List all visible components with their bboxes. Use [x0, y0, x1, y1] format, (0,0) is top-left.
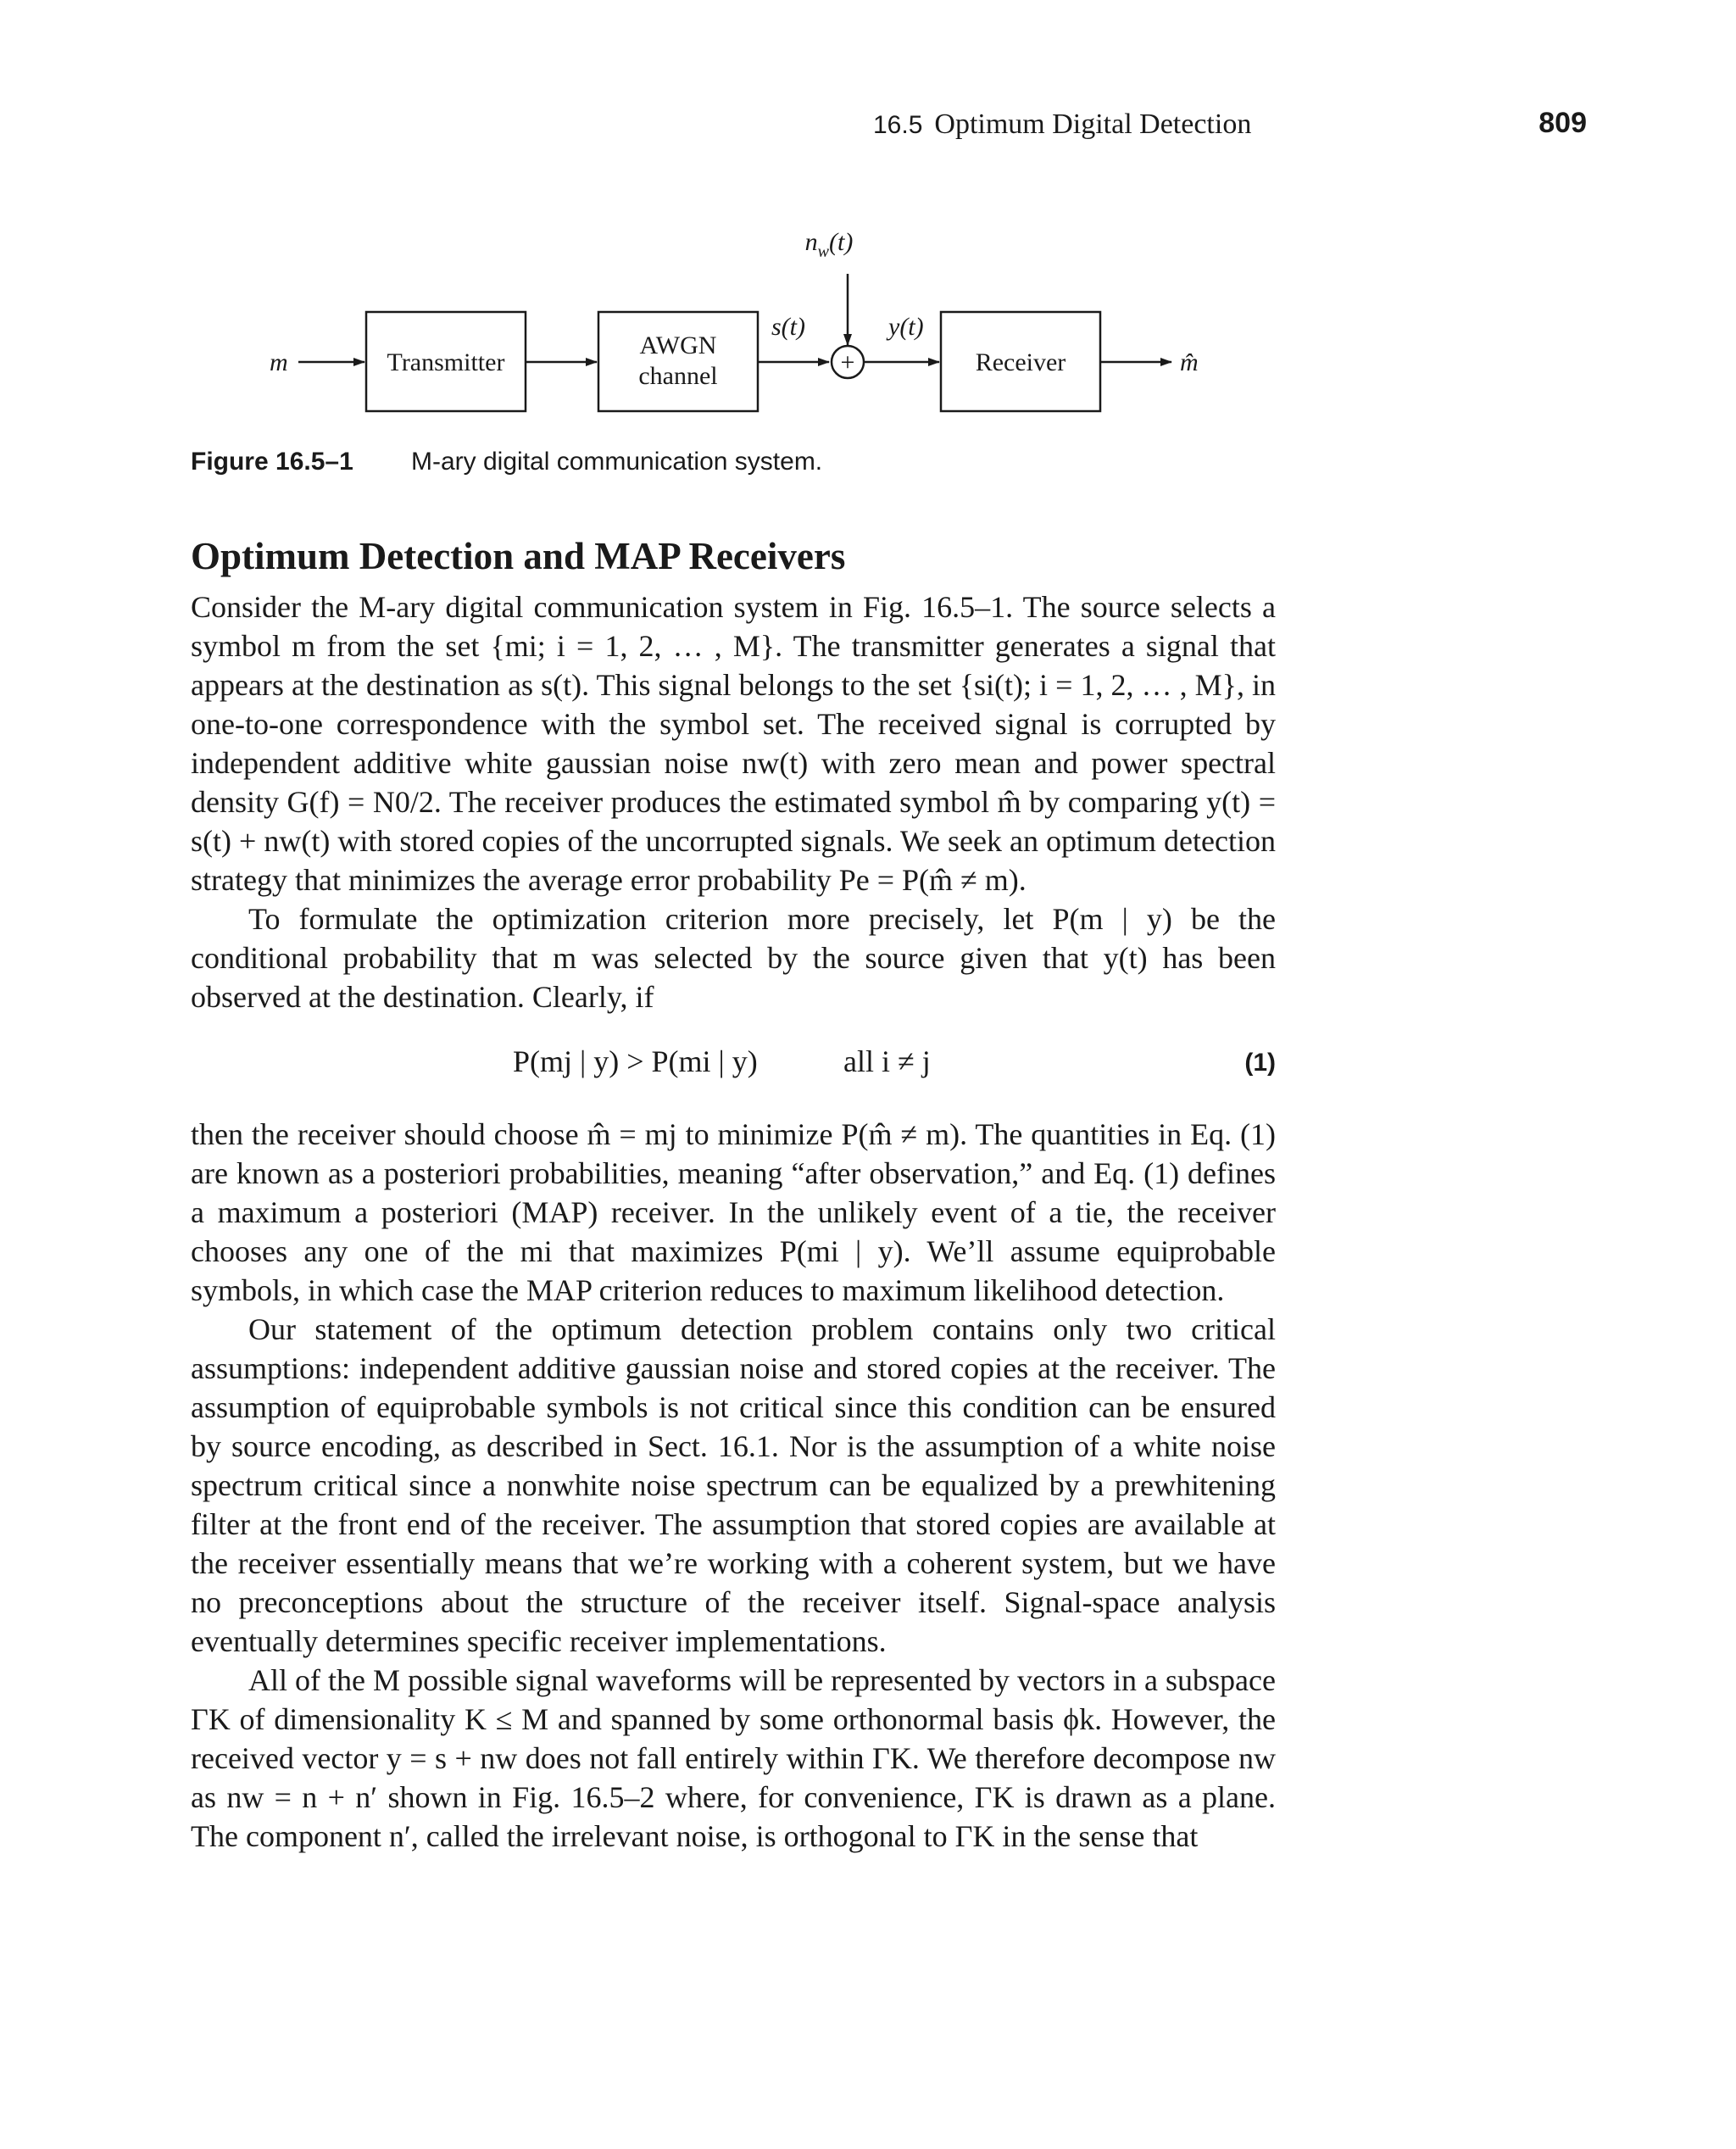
- transmitter-label: Transmitter: [387, 348, 505, 376]
- receiver-label: Receiver: [975, 348, 1066, 376]
- paragraph-4: Our statement of the optimum detection problem contains only two critical assumptions: independent additive gaussian noise and stored copies at the receiver. The assumption of equiprobable symbols is not critical since this condition can be ensured by source encoding, as described in Sect. 16.1. Nor is the assumption of a white noise spectrum critical since a nonwhite noise spectrum can be equalized by a prewhitening filter at the front end of the receiver. The assumption that stored copies are available at the receiver essentially means that we’re working with a coherent system, but we have no preconceptions about the structure of the receiver itself. Signal-space analysis eventually determines specific receiver implementations.: [191, 1312, 1276, 1658]
- summer-symbol: +: [840, 348, 855, 376]
- paragraph-1: Consider the M-ary digital communication system in Fig. 16.5–1. The source selects a symbol m from the set {mi; i = 1, 2, … , M}. The transmitter generates a signal that appears at the destination as s(t). This signal belongs to the set {si(t); i = 1, 2, … , M}, in one-to-one correspondence with the symbol set. The received signal is corrupted by independent additive white gaussian noise nw(t) with zero mean and power spectral density G(f) = N0/2. The receiver produces the estimated symbol m̂ by comparing y(t) = s(t) + nw(t) with stored copies of the uncorrupted signals. We seek an optimum detection strategy that minimizes the average error probability Pe = P(m̂ ≠ m).: [191, 590, 1276, 897]
- body-text: [191, 587, 1276, 1856]
- paragraph-3: then the receiver should choose m̂ = mj to minimize P(m̂ ≠ m). The quantities in Eq. (1) are known as a posteriori probabilities, meaning “after observation,” and Eq. (1) defines a maximum a posteriori (MAP) receiver. In the unlikely event of a tie, the receiver chooses any one of the mi that maximizes P(mi | y). We’ll assume equiprobable symbols, in which case the MAP criterion reduces to maximum likelihood detection.: [191, 1117, 1276, 1307]
- channel-label-line2: channel: [638, 362, 718, 390]
- equation-1-expression: P(mj | y) > P(mi | y): [513, 1044, 758, 1078]
- section-heading: Optimum Detection and MAP Receivers: [191, 535, 846, 577]
- caption-label: Figure 16.5–1: [191, 448, 353, 476]
- page-number: 809: [1538, 107, 1587, 139]
- received-label: y(t): [888, 313, 924, 341]
- signal-label: s(t): [771, 313, 805, 341]
- channel-label-line1: AWGN: [639, 331, 717, 359]
- running-head: [873, 109, 1280, 141]
- noise-label: $n_w(t)$: [804, 228, 854, 261]
- output-label: m̂: [1180, 348, 1199, 376]
- block-diagram: [254, 225, 1221, 428]
- section-title: Optimum Digital Detection: [934, 109, 1252, 140]
- paragraph-5: All of the M possible signal waveforms will be represented by vectors in a subspace ΓK of dimensionality K ≤ M and spanned by some orthonormal basis ϕk. However, the received vector y = s + nw does not fall entirely within ΓK. We therefore decompose nw as nw = n + n′ shown in Fig. 16.5–2 where, for convenience, ΓK is drawn as a plane. The component n′, called the irrelevant noise, is orthogonal to ΓK in the sense that: [191, 1663, 1276, 1853]
- section-number: 16.5: [873, 111, 923, 139]
- equation-1-number: (1): [1244, 1049, 1276, 1077]
- paragraph-2: To formulate the optimization criterion more precisely, let P(m | y) be the conditional probability that m was selected by the source given that y(t) has been observed at the destination. Clearly, if: [191, 902, 1276, 1014]
- caption-text: M-ary digital communication system.: [411, 448, 823, 476]
- input-label: m: [270, 348, 288, 376]
- figure-caption: [191, 448, 822, 476]
- equation-1: [191, 1033, 1276, 1091]
- equation-1-condition: all i ≠ j: [843, 1044, 931, 1078]
